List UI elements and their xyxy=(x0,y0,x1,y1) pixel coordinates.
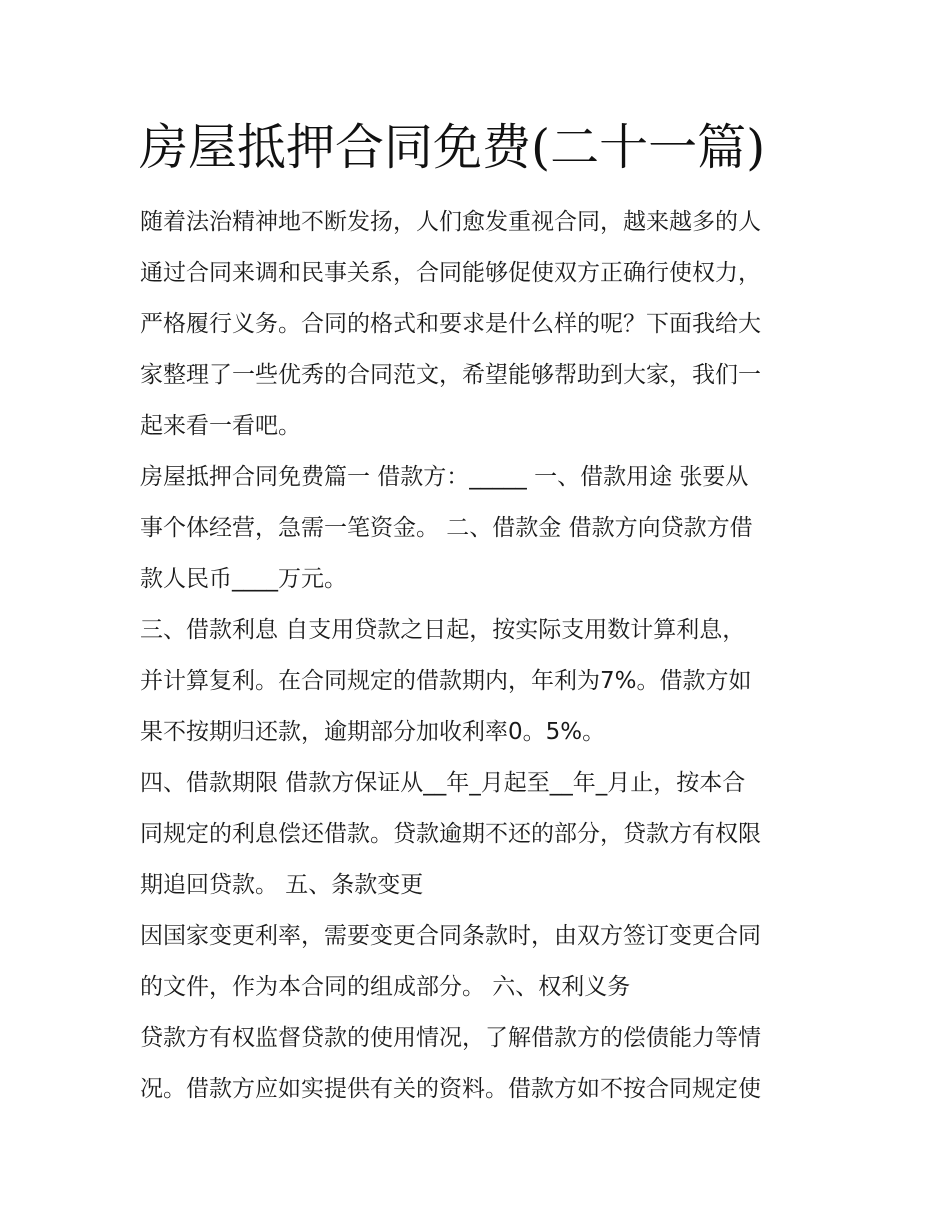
body-line: 同规定的利息偿还借款。贷款逾期不还的部分，贷款方有权限 xyxy=(140,821,761,847)
body-line: 事个体经营，急需一笔资金。 二、借款金 借款方向贷款方借 xyxy=(140,515,753,541)
body-line: 房屋抵押合同免费篇一 借款方：_____ 一、借款用途 张要从 xyxy=(140,464,749,490)
body-line: 家整理了一些优秀的合同范文，希望能够帮助到大家，我们一 xyxy=(140,362,761,388)
body-line: 果不按期归还款，逾期部分加收利率0。5%。 xyxy=(140,719,606,745)
body-line: 期追回贷款。 五、条款变更 xyxy=(140,872,424,898)
body-line: 贷款方有权监督贷款的使用情况，了解借款方的偿债能力等情 xyxy=(140,1025,761,1051)
body-line: 三、借款利息 自支用贷款之日起，按实际支用数计算利息， xyxy=(140,617,746,643)
body-line: 的文件，作为本合同的组成部分。 六、权利义务 xyxy=(140,974,631,1000)
body-line: 起来看一看吧。 xyxy=(140,413,301,439)
body-line: 随着法治精神地不断发扬，人们愈发重视合同，越来越多的人 xyxy=(140,209,761,235)
body-line: 因国家变更利率，需要变更合同条款时，由双方签订变更合同 xyxy=(140,923,761,949)
body-line: 严格履行义务。合同的格式和要求是什么样的呢？下面我给大 xyxy=(140,311,761,337)
document-body xyxy=(140,197,820,1115)
body-line: 并计算复利。在合同规定的借款期内，年利为7%。借款方如 xyxy=(140,668,752,694)
body-line: 况。借款方应如实提供有关的资料。借款方如不按合同规定使 xyxy=(140,1076,761,1102)
body-line: 四、借款期限 借款方保证从__年_月起至__年_月止，按本合 xyxy=(140,770,746,796)
document-title: 房屋抵押合同免费(二十一篇) xyxy=(139,119,766,176)
body-line: 款人民币____万元。 xyxy=(140,566,347,592)
body-line: 通过合同来调和民事关系，合同能够促使双方正确行使权力， xyxy=(140,260,761,286)
